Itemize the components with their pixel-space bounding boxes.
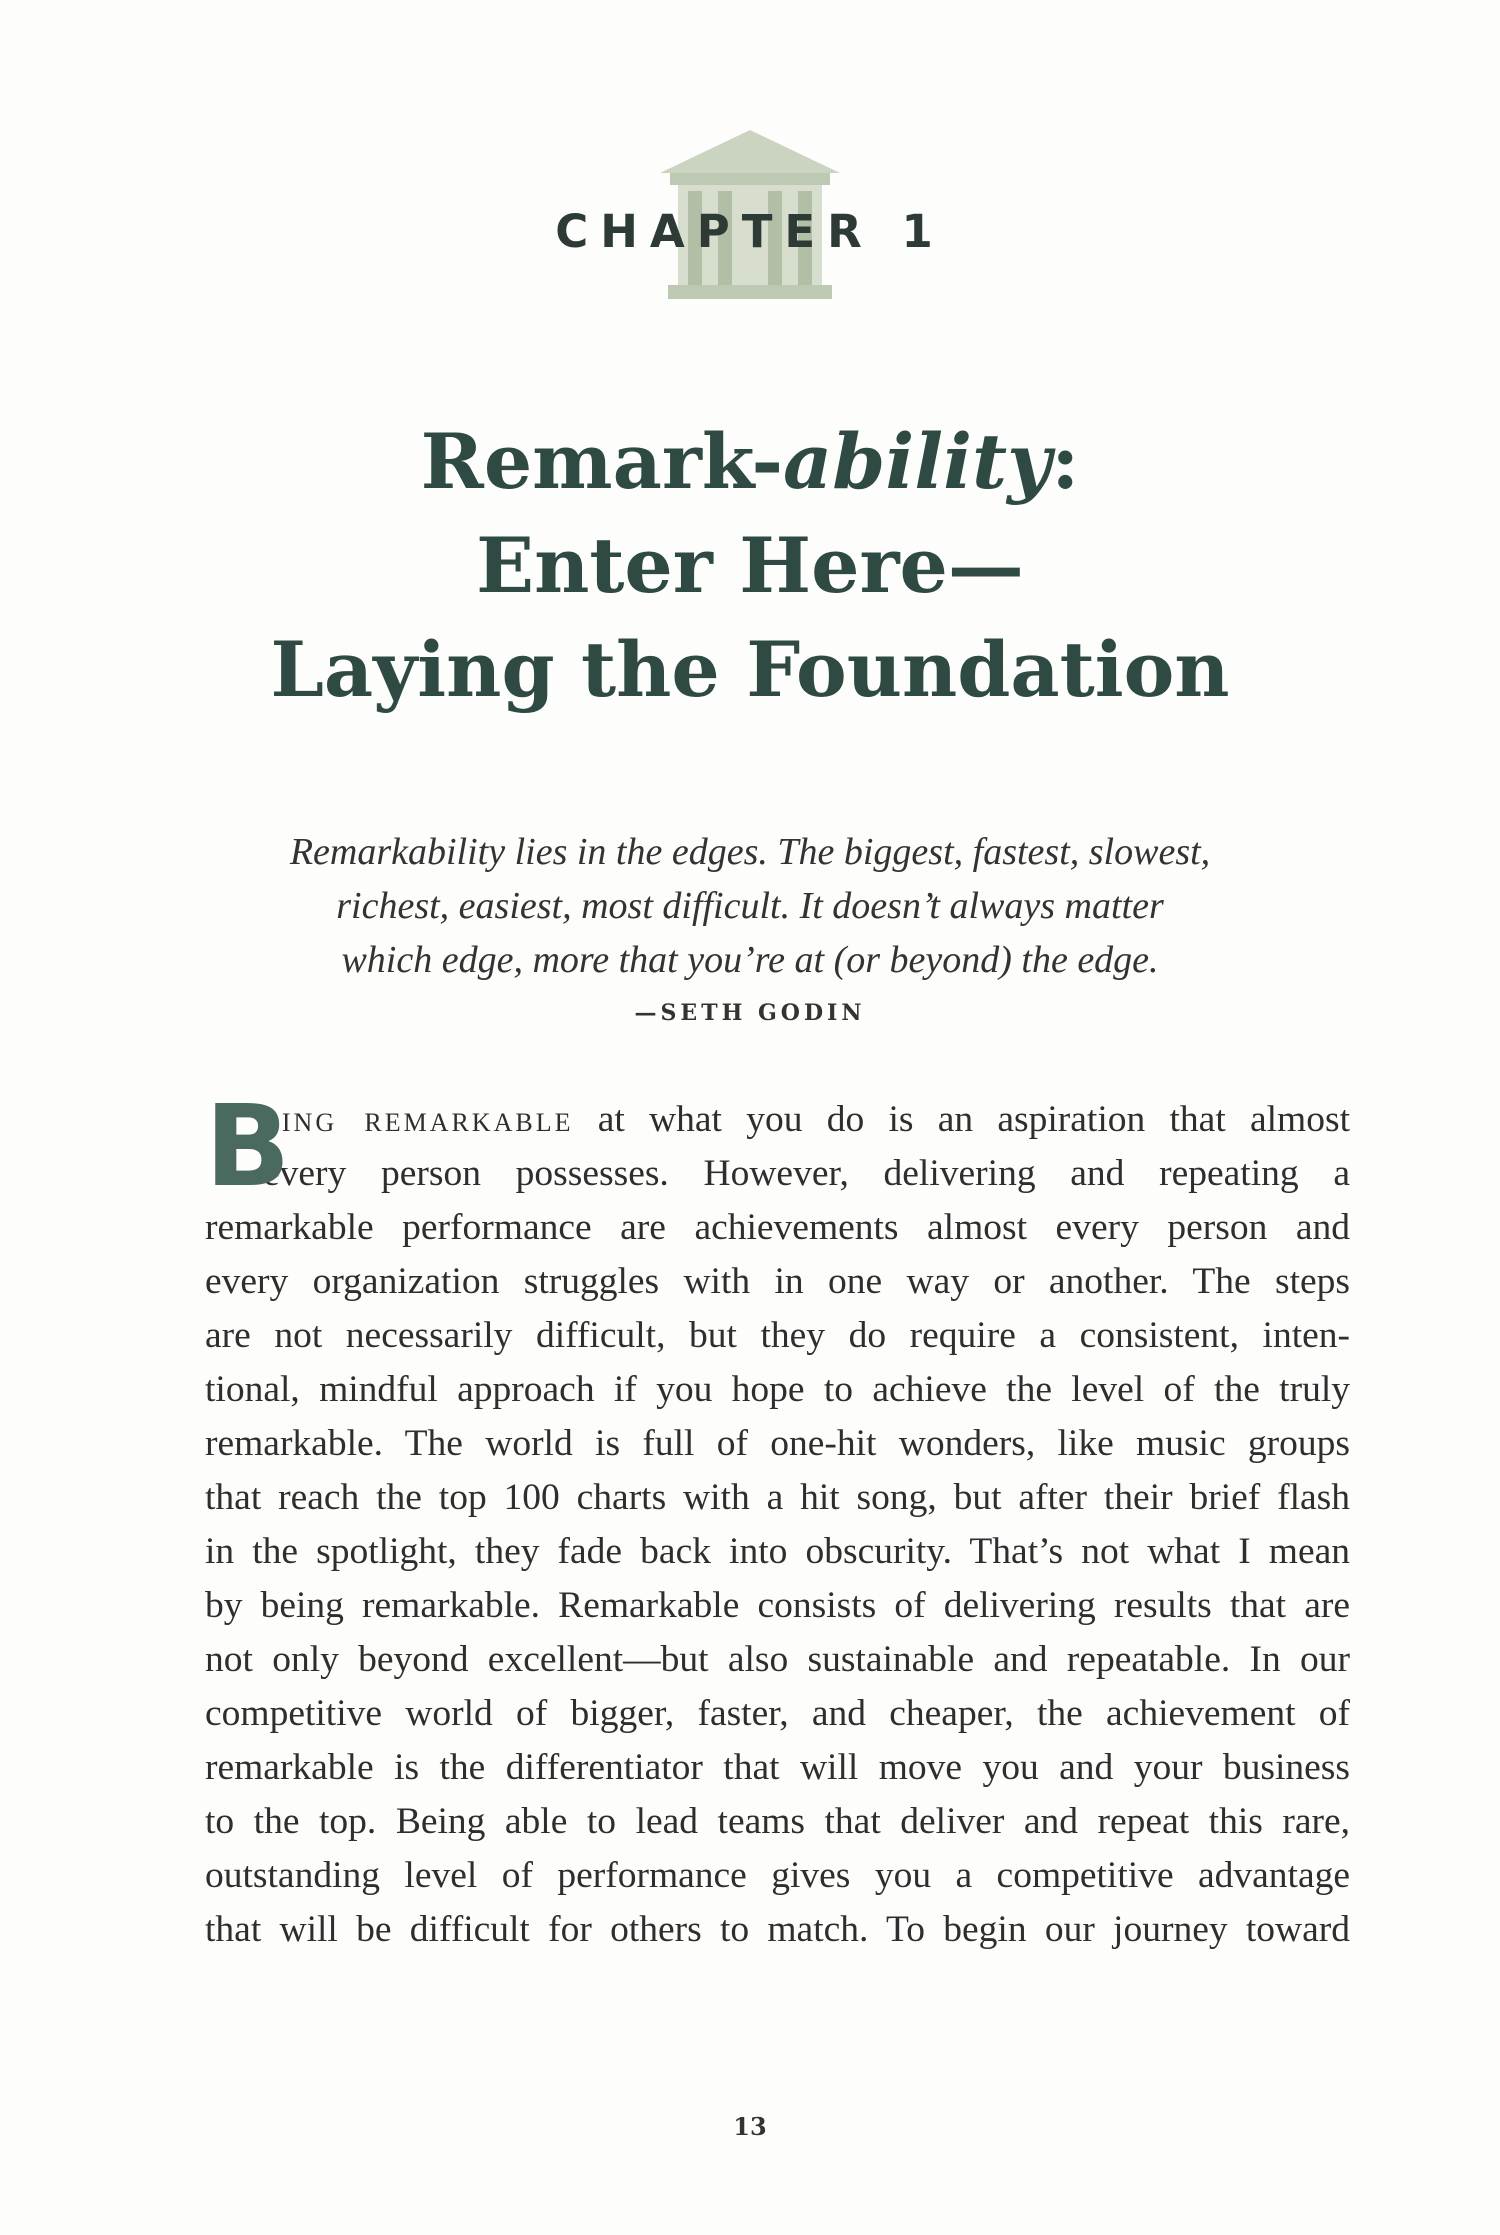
body-line: not only beyond excellent—but also sustainable and repeatable. In our	[205, 1639, 1350, 1680]
body-line: remarkable. The world is full of one-hit wonders, like music groups	[205, 1423, 1350, 1464]
body-line: to the top. Being able to lead teams that deliver and repeat this rare,	[205, 1801, 1350, 1842]
body-line: that reach the top 100 charts with a hit song, but after their brief flash	[205, 1477, 1350, 1518]
chapter-title	[150, 410, 1350, 722]
body-line: remarkable performance are achievements almost every person and	[205, 1207, 1350, 1248]
epigraph-line: which edge, more that you’re at (or beyond) the edge.	[341, 939, 1159, 981]
body-line: in the spotlight, they fade back into obscurity. That’s not what I mean	[205, 1531, 1350, 1572]
chapter-header	[550, 125, 950, 315]
epigraph-line: Remarkability lies in the edges. The biggest, fastest, slowest,	[289, 831, 1211, 873]
body-line: competitive world of bigger, faster, and cheaper, the achievement of	[205, 1693, 1350, 1734]
title-line-3: Laying the Foundation	[270, 625, 1230, 714]
body-line: are not necessarily difficult, but they do require a consistent, inten-	[205, 1315, 1350, 1356]
body-line: every organization struggles with in one way or another. The steps	[205, 1261, 1350, 1302]
title-line-2: Enter Here—	[476, 521, 1024, 610]
epigraph-quote	[230, 825, 1270, 987]
body-line: eing remarkable at what you do is an aspiration that almost	[263, 1099, 1350, 1140]
smallcaps-lead: eing remarkable	[263, 1099, 574, 1140]
body-paragraph	[205, 1082, 1350, 1957]
body-line: every person possesses. However, delivering and repeating a	[263, 1153, 1350, 1194]
body-line: by being remarkable. Remarkable consists of delivering results that are	[205, 1585, 1350, 1626]
body-line: remarkable is the differentiator that will move you and your business	[205, 1747, 1350, 1788]
body-line: tional, mindful approach if you hope to achieve the level of the truly	[205, 1369, 1350, 1410]
drop-cap: B	[205, 1082, 291, 1212]
body-line: outstanding level of performance gives you a competitive advantage	[205, 1855, 1350, 1896]
page-number: 13	[733, 2112, 767, 2141]
epigraph-attribution: —SETH GODIN	[634, 1000, 866, 1026]
chapter-label: CHAPTER 1	[555, 205, 945, 258]
epigraph-line: richest, easiest, most difficult. It doesn’t always matter	[336, 885, 1164, 927]
body-line: that will be difficult for others to match. To begin our journey toward	[205, 1909, 1350, 1950]
title-line-1: Remark-ability:	[420, 417, 1080, 506]
